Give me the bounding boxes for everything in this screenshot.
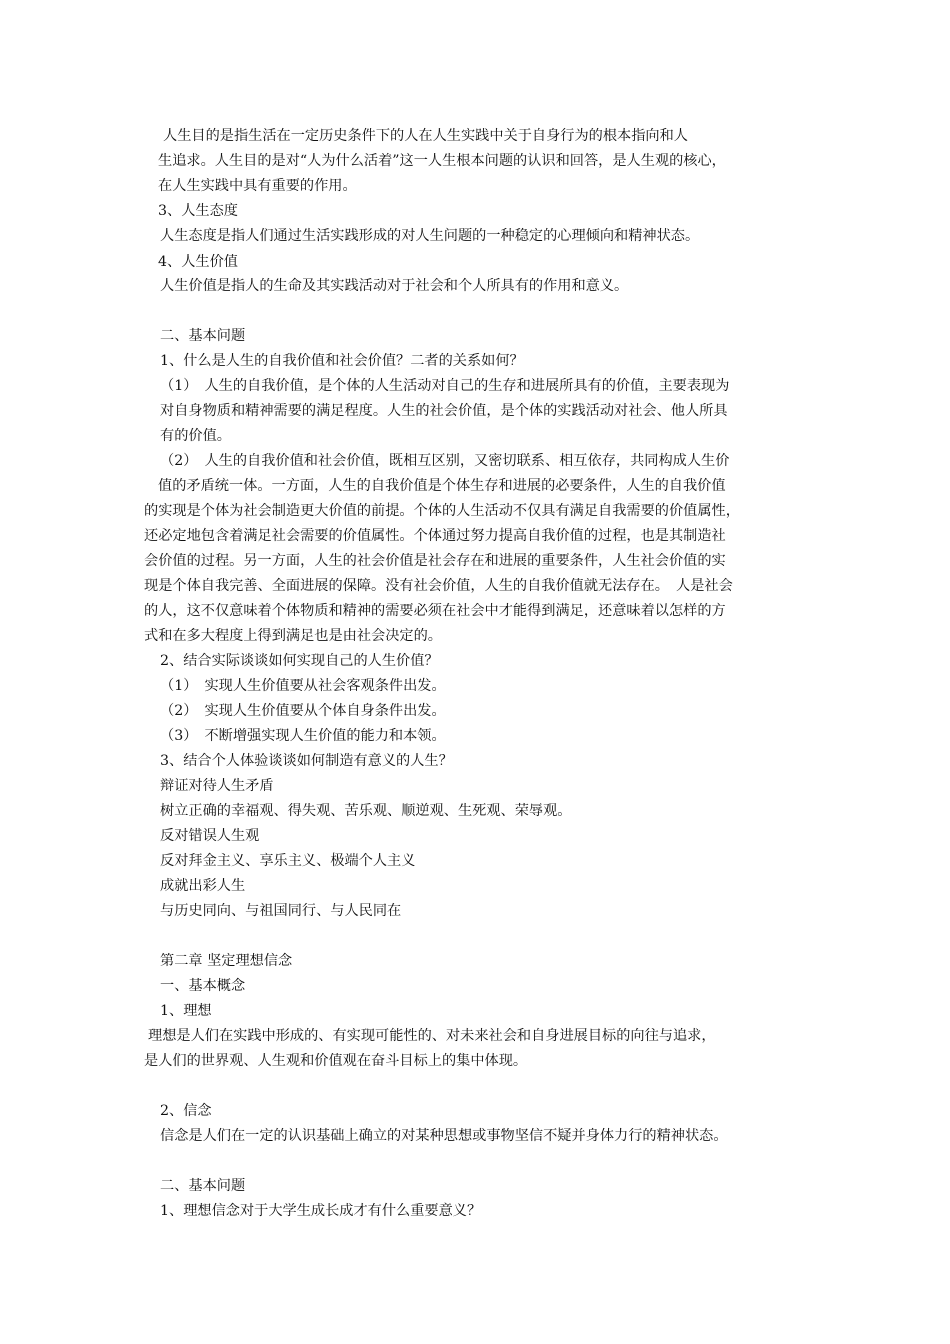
section-heading: 2、信念 — [160, 1103, 212, 1119]
section-heading: 4、人生价值 — [158, 254, 238, 270]
question-heading: 1、什么是人生的自我价值和社会价值？二者的关系如何？ — [160, 353, 524, 369]
paragraph-line: 的实现是个体为社会制造更大价值的前提。个体的人生活动不仅具有满足自我需要的价值属性， — [144, 503, 740, 519]
paragraph-line: 会价值的过程。另一方面，人生的社会价值是社会存在和进展的重要条件，人生社会价值的实 — [144, 553, 726, 569]
question-heading: 1、理想信念对于大学生成长成才有什么重要意义？ — [160, 1203, 482, 1219]
section-heading: 二、基本问题 — [160, 328, 246, 344]
paragraph-line: 反对错误人生观 — [160, 828, 260, 844]
paragraph-line: 值的矛盾统一体。一方面，人生的自我价值是个体生存和进展的必要条件，人生的自我价值 — [158, 478, 726, 494]
paragraph-line: 与历史同向、与祖国同行、与人民同在 — [160, 903, 402, 919]
section-heading: 一、基本概念 — [160, 978, 246, 994]
paragraph-line: 还必定地包含着满足社会需要的价值属性。个体通过努力提高自我价值的过程，也是其制造社 — [144, 528, 726, 544]
paragraph-line: 树立正确的幸福观、得失观、苦乐观、顺逆观、生死观、荣辱观。 — [160, 803, 572, 819]
paragraph-line: （1） 人生的自我价值，是个体的人生活动对自己的生存和进展所具有的价值，主要表现为 — [160, 378, 730, 394]
paragraph-line: 对自身物质和精神需要的满足程度。人生的社会价值，是个体的实践活动对社会、他人所具 — [160, 403, 728, 419]
question-heading: 2、结合实际谈谈如何实现自己的人生价值？ — [160, 653, 439, 669]
paragraph-line: 理想是人们在实践中形成的、有实现可能性的、对未来社会和自身进展目标的向往与追求， — [148, 1028, 716, 1044]
paragraph-line: （2） 人生的自我价值和社会价值，既相互区别，又密切联系、相互依存，共同构成人生价 — [160, 453, 730, 469]
section-heading: 二、基本问题 — [160, 1178, 246, 1194]
paragraph-line: 成就出彩人生 — [160, 878, 246, 894]
paragraph-line: 的人，这不仅意味着个体物质和精神的需要必须在社会中才能得到满足，还意味着以怎样的方 — [144, 603, 726, 619]
paragraph-line: 辩证对待人生矛盾 — [160, 778, 274, 794]
paragraph-line: 现是个体自我完善、全面进展的保障。没有社会价值，人生的自我价值就无法存在。 人是社会 — [144, 578, 733, 594]
paragraph-line: 人生态度是指人们通过生活实践形成的对人生问题的一种稳定的心理倾向和精神状态。 — [160, 228, 700, 244]
list-item: （1） 实现人生价值要从社会客观条件出发。 — [160, 678, 446, 694]
paragraph-line: 是人们的世界观、人生观和价值观在奋斗目标上的集中体现。 — [144, 1053, 528, 1069]
list-item: （2） 实现人生价值要从个体自身条件出发。 — [160, 703, 446, 719]
section-heading: 3、人生态度 — [158, 203, 238, 219]
list-item: （3） 不断增强实现人生价值的能力和本领。 — [160, 728, 446, 744]
paragraph-line: 在人生实践中具有重要的作用。 — [158, 178, 357, 194]
paragraph-line: 有的价值。 — [160, 428, 231, 444]
paragraph-line: 信念是人们在一定的认识基础上确立的对某种思想或事物坚信不疑并身体力行的精神状态。 — [160, 1128, 728, 1144]
question-heading: 3、结合个人体验谈谈如何制造有意义的人生？ — [160, 753, 453, 769]
paragraph-line: 人生价值是指人的生命及其实践活动对于社会和个人所具有的作用和意义。 — [160, 278, 629, 294]
paragraph-line: 人生目的是指生活在一定历史条件下的人在人生实践中关于自身行为的根本指向和人 — [163, 128, 688, 144]
paragraph-line: 反对拜金主义、享乐主义、极端个人主义 — [160, 853, 416, 869]
chapter-title: 第二章 坚定理想信念 — [160, 953, 293, 969]
paragraph-line: 式和在多大程度上得到满足也是由社会决定的。 — [144, 628, 442, 644]
section-heading: 1、理想 — [160, 1003, 212, 1019]
paragraph-line: 生追求。人生目的是对“人为什么活着”这一人生根本问题的认识和回答，是人生观的核心， — [158, 153, 726, 169]
